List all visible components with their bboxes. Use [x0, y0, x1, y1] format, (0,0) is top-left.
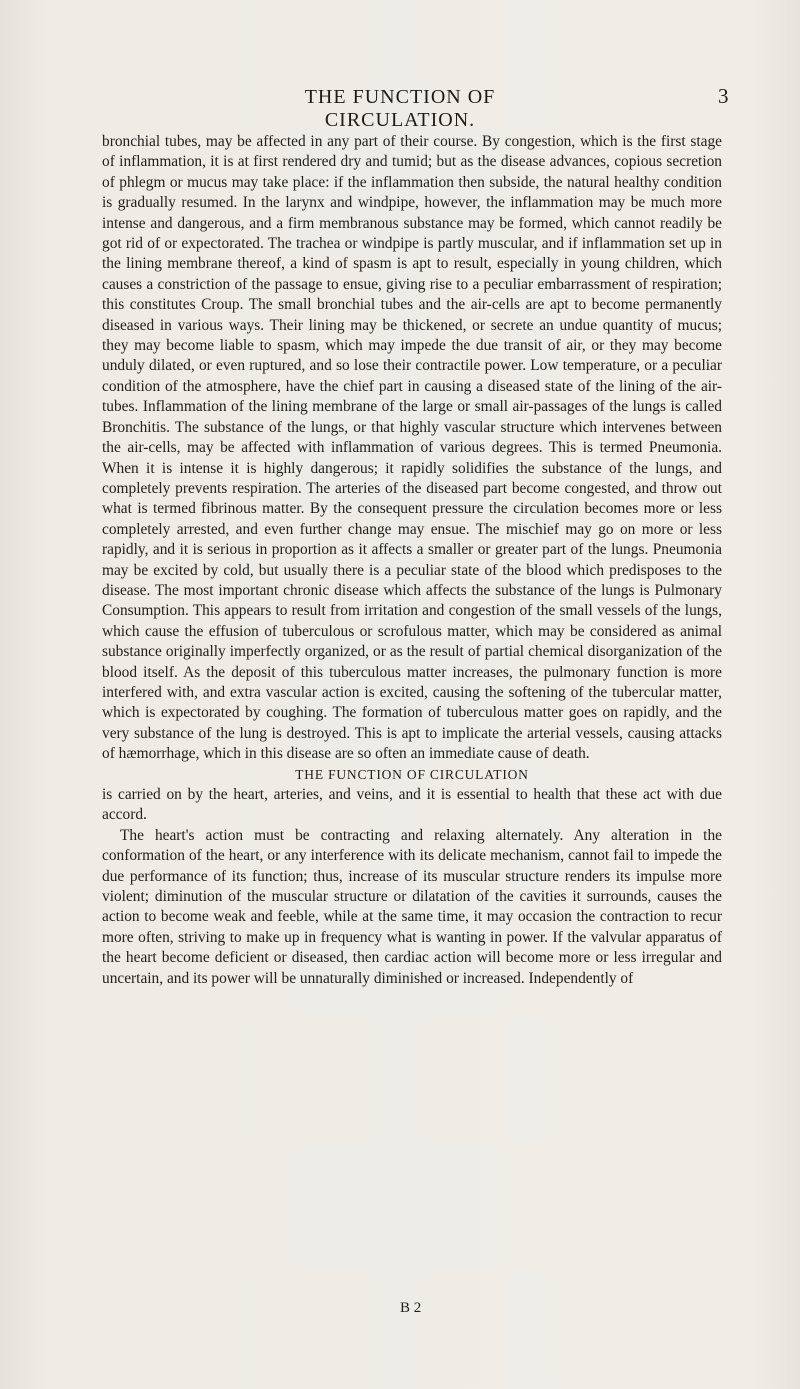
paragraph-circulation-intro: is carried on by the heart, arteries, and veins, and it is essential to health that these act with due accord.	[102, 786, 722, 824]
section-heading: THE FUNCTION OF CIRCULATION	[295, 766, 529, 782]
body-text	[102, 132, 722, 989]
page-number: 3	[718, 84, 729, 108]
running-title: THE FUNCTION OF CIRCULATION.	[304, 86, 496, 131]
paragraph-bronchial-diseases: bronchial tubes, may be affected in any part of their course. By congestion, which is the first stage of inflammation, it is at first rendered dry and tumid; but as the disease advances, copious secretion of phlegm or mucus may take place: if the inflammation then subside, the natural healthy condition is gradually resumed. In the larynx and windpipe, however, the inflammation may be much more intense and dangerous, and a firm membranous substance may be formed, which cannot readily be got rid of or expectorated. The trachea or windpipe is partly muscular, and if inflammation set up in the lining membrane thereof, a kind of spasm is apt to result, especially in young children, which causes a constriction of the passage to ensue, giving rise to a peculiar embarrassment of respiration; this constitutes Croup. The small bronchial tubes and the air-cells are apt to become permanently diseased in various ways. Their lining may be thickened, or secrete an undue quantity of mucus; they may become liable to spasm, which may impede the due transit of air, or they may become unduly dilated, or even ruptured, and so lose their contractile power. Low temperature, or a peculiar condition of the atmosphere, have the chief part in causing a diseased state of the lining of the air-tubes. Inflammation of the lining membrane of the large or small air-passages of the lungs is called Bronchitis. The substance of the lungs, or that highly vascular structure which intervenes between the air-cells, may be affected with inflammation of various degrees. This is termed Pneumonia. When it is intense it is highly dangerous; it rapidly solidifies the substance of the lungs, and completely prevents respiration. The arteries of the diseased part become congested, and throw out what is termed fibrinous matter. By the consequent pressure the circulation becomes more or less completely arrested, and even further change may ensue. The mischief may go on more or less rapidly, and it is serious in proportion as it affects a smaller or greater part of the lungs. Pneumonia may be excited by cold, but usually there is a peculiar state of the blood which predisposes to the disease. The most important chronic disease which affects the substance of the lungs is Pulmonary Consumption. This appears to result from irritation and congestion of the small vessels of the lungs, which cause the effusion of tuberculous or scrofulous matter, which may be considered as animal substance originally imperfectly organized, or as the result of partial chemical disorganization of the blood itself. As the deposit of this tuberculous matter increases, the pulmonary function is more interfered with, and extra vascular action is excited, causing the softening of the tubercular matter, which is expectorated by coughing. The formation of tuberculous matter goes on rapidly, and the very substance of the lung is destroyed. This is apt to implicate the arterial vessels, causing attacks of hæmorrhage, which in this disease are so often an immediate cause of death.	[102, 133, 722, 763]
paragraph-heart-action: The heart's action must be contracting and relaxing alternately. Any alteration in the conformation of the heart, or any interference with its delicate mechanism, cannot fail to impede the due performance of its function; thus, increase of its muscular structure renders its impulse more violent; diminution of the muscular structure or dilatation of the cavities it surrounds, causes the action to become weak and feeble, while at the same time, it may occasion the contraction to recur more often, striving to make up in frequency what is wanting in power. If the valvular apparatus of the heart become deficient or diseased, then cardiac action will become more or less irregular and uncertain, and its power will be unnaturally diminished or increased. Independently of	[102, 826, 722, 987]
signature-mark: B 2	[400, 1300, 422, 1316]
